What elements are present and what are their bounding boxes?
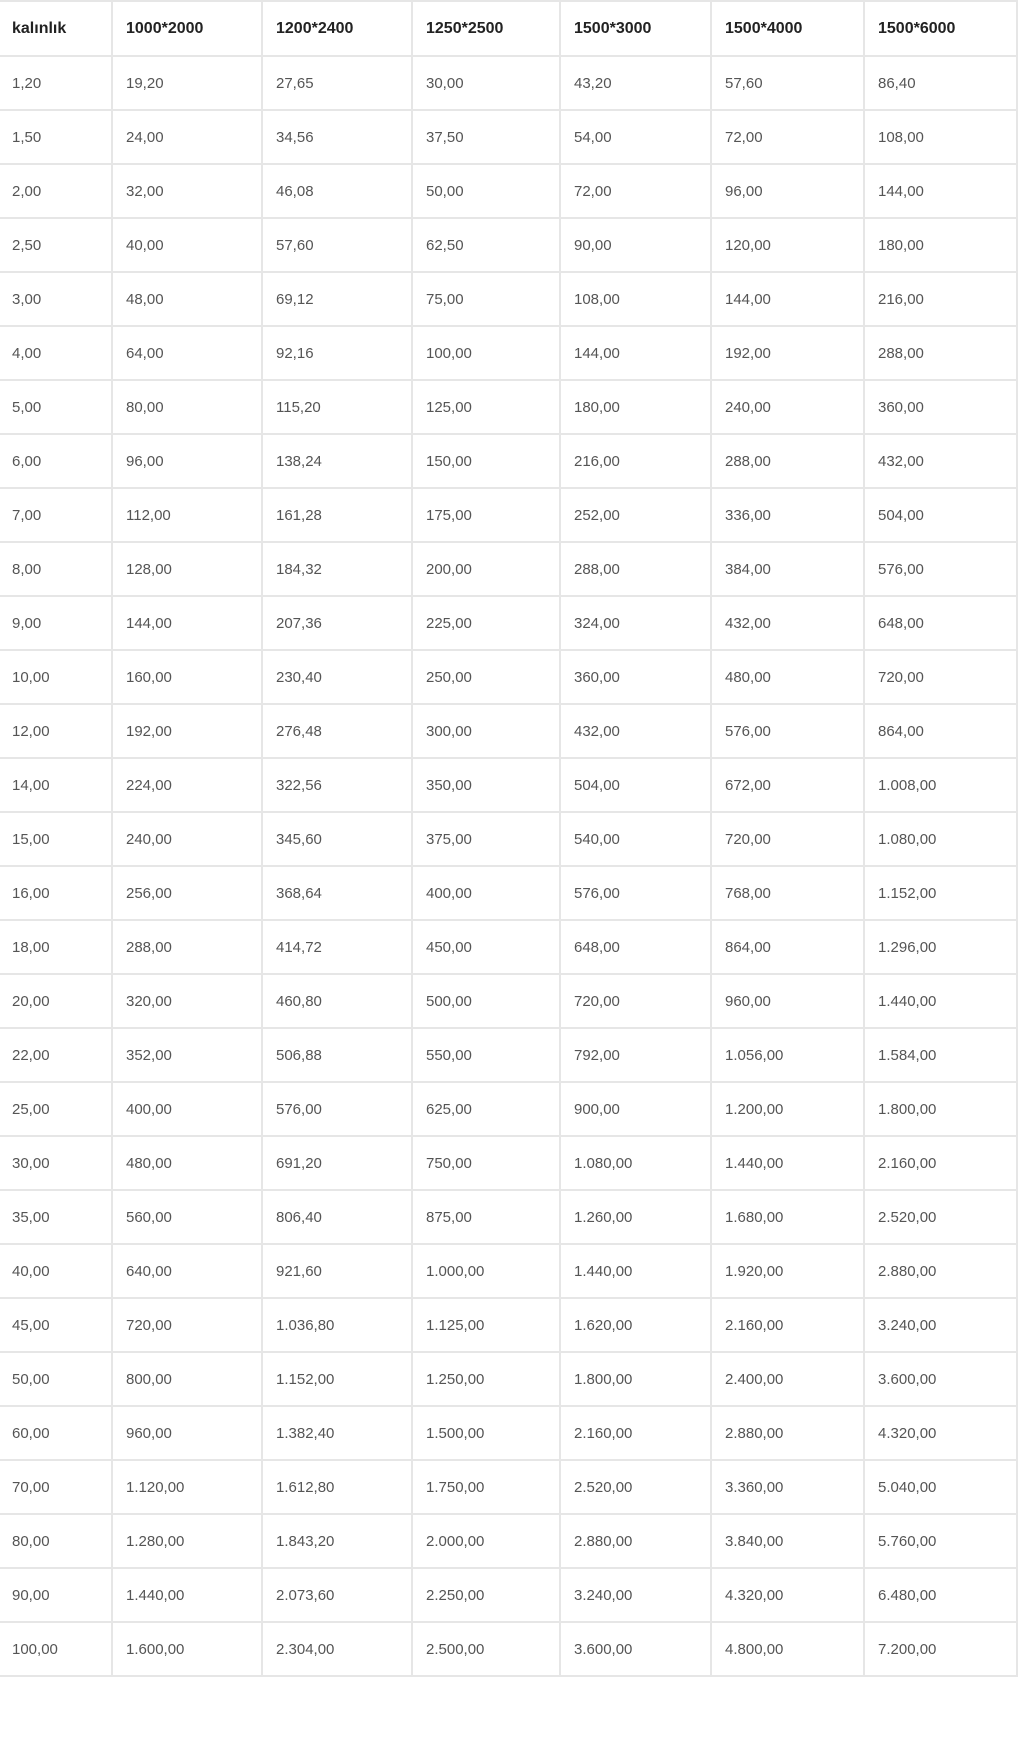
cell-size-1500x3000: 180,00 (560, 380, 711, 434)
cell-size-1200x2400: 138,24 (262, 434, 412, 488)
cell-thickness: 35,00 (1, 1190, 112, 1244)
table-row (1, 1352, 1017, 1406)
cell-size-1000x2000: 224,00 (112, 758, 262, 812)
cell-size-1500x4000: 1.680,00 (711, 1190, 864, 1244)
cell-size-1500x4000: 3.840,00 (711, 1514, 864, 1568)
cell-size-1500x6000: 2.160,00 (864, 1136, 1017, 1190)
cell-size-1500x6000: 180,00 (864, 218, 1017, 272)
cell-size-1500x4000: 4.800,00 (711, 1622, 864, 1676)
cell-size-1500x6000: 1.080,00 (864, 812, 1017, 866)
table-row (1, 1568, 1017, 1622)
cell-thickness: 2,50 (1, 218, 112, 272)
cell-size-1250x2500: 100,00 (412, 326, 560, 380)
cell-thickness: 12,00 (1, 704, 112, 758)
table-row (1, 650, 1017, 704)
cell-size-1250x2500: 550,00 (412, 1028, 560, 1082)
table-row (1, 488, 1017, 542)
cell-size-1250x2500: 2.250,00 (412, 1568, 560, 1622)
cell-size-1500x4000: 120,00 (711, 218, 864, 272)
cell-size-1500x4000: 1.200,00 (711, 1082, 864, 1136)
cell-size-1250x2500: 2.000,00 (412, 1514, 560, 1568)
cell-size-1000x2000: 352,00 (112, 1028, 262, 1082)
cell-size-1000x2000: 128,00 (112, 542, 262, 596)
cell-size-1000x2000: 48,00 (112, 272, 262, 326)
table-row (1, 1406, 1017, 1460)
cell-size-1250x2500: 375,00 (412, 812, 560, 866)
cell-size-1250x2500: 1.125,00 (412, 1298, 560, 1352)
cell-size-1250x2500: 2.500,00 (412, 1622, 560, 1676)
table-row (1, 1514, 1017, 1568)
cell-size-1250x2500: 250,00 (412, 650, 560, 704)
cell-size-1500x4000: 1.440,00 (711, 1136, 864, 1190)
cell-size-1500x6000: 5.040,00 (864, 1460, 1017, 1514)
cell-size-1200x2400: 276,48 (262, 704, 412, 758)
cell-size-1500x4000: 72,00 (711, 110, 864, 164)
cell-size-1500x4000: 2.880,00 (711, 1406, 864, 1460)
cell-thickness: 50,00 (1, 1352, 112, 1406)
cell-size-1500x4000: 144,00 (711, 272, 864, 326)
cell-size-1000x2000: 1.600,00 (112, 1622, 262, 1676)
cell-size-1200x2400: 34,56 (262, 110, 412, 164)
cell-size-1250x2500: 450,00 (412, 920, 560, 974)
cell-size-1250x2500: 50,00 (412, 164, 560, 218)
cell-size-1200x2400: 2.073,60 (262, 1568, 412, 1622)
cell-size-1250x2500: 125,00 (412, 380, 560, 434)
cell-size-1500x6000: 6.480,00 (864, 1568, 1017, 1622)
cell-size-1250x2500: 1.000,00 (412, 1244, 560, 1298)
cell-size-1200x2400: 1.612,80 (262, 1460, 412, 1514)
table-row (1, 596, 1017, 650)
cell-size-1000x2000: 144,00 (112, 596, 262, 650)
cell-thickness: 30,00 (1, 1136, 112, 1190)
cell-thickness: 45,00 (1, 1298, 112, 1352)
cell-size-1000x2000: 24,00 (112, 110, 262, 164)
cell-size-1500x6000: 864,00 (864, 704, 1017, 758)
cell-size-1500x3000: 3.600,00 (560, 1622, 711, 1676)
cell-size-1200x2400: 1.036,80 (262, 1298, 412, 1352)
cell-size-1500x3000: 2.520,00 (560, 1460, 711, 1514)
cell-size-1500x4000: 96,00 (711, 164, 864, 218)
table-row (1, 110, 1017, 164)
cell-size-1200x2400: 46,08 (262, 164, 412, 218)
cell-size-1500x6000: 1.296,00 (864, 920, 1017, 974)
cell-size-1500x6000: 432,00 (864, 434, 1017, 488)
cell-size-1000x2000: 112,00 (112, 488, 262, 542)
table-row (1, 974, 1017, 1028)
table-row (1, 1244, 1017, 1298)
cell-thickness: 10,00 (1, 650, 112, 704)
table-row (1, 542, 1017, 596)
table-row (1, 1298, 1017, 1352)
cell-size-1500x6000: 7.200,00 (864, 1622, 1017, 1676)
cell-size-1000x2000: 288,00 (112, 920, 262, 974)
cell-size-1250x2500: 30,00 (412, 56, 560, 110)
cell-size-1500x6000: 108,00 (864, 110, 1017, 164)
cell-thickness: 2,00 (1, 164, 112, 218)
cell-size-1500x6000: 1.152,00 (864, 866, 1017, 920)
cell-size-1200x2400: 184,32 (262, 542, 412, 596)
cell-size-1500x3000: 1.800,00 (560, 1352, 711, 1406)
cell-size-1500x6000: 4.320,00 (864, 1406, 1017, 1460)
cell-size-1500x3000: 576,00 (560, 866, 711, 920)
table-row (1, 218, 1017, 272)
cell-size-1200x2400: 1.382,40 (262, 1406, 412, 1460)
cell-size-1200x2400: 368,64 (262, 866, 412, 920)
cell-size-1200x2400: 115,20 (262, 380, 412, 434)
cell-size-1500x6000: 86,40 (864, 56, 1017, 110)
cell-thickness: 3,00 (1, 272, 112, 326)
header-thickness: kalınlık (1, 1, 112, 56)
cell-size-1500x6000: 5.760,00 (864, 1514, 1017, 1568)
cell-size-1200x2400: 322,56 (262, 758, 412, 812)
cell-size-1000x2000: 64,00 (112, 326, 262, 380)
table-row (1, 758, 1017, 812)
cell-size-1000x2000: 1.280,00 (112, 1514, 262, 1568)
header-size-1250x2500: 1250*2500 (412, 1, 560, 56)
cell-size-1000x2000: 640,00 (112, 1244, 262, 1298)
cell-thickness: 22,00 (1, 1028, 112, 1082)
cell-thickness: 4,00 (1, 326, 112, 380)
cell-size-1500x3000: 2.880,00 (560, 1514, 711, 1568)
cell-size-1500x6000: 3.600,00 (864, 1352, 1017, 1406)
cell-size-1250x2500: 400,00 (412, 866, 560, 920)
cell-size-1250x2500: 175,00 (412, 488, 560, 542)
header-size-1200x2400: 1200*2400 (262, 1, 412, 56)
cell-size-1500x4000: 864,00 (711, 920, 864, 974)
cell-size-1200x2400: 460,80 (262, 974, 412, 1028)
cell-size-1500x3000: 432,00 (560, 704, 711, 758)
cell-size-1250x2500: 62,50 (412, 218, 560, 272)
cell-size-1500x4000: 57,60 (711, 56, 864, 110)
header-size-1000x2000: 1000*2000 (112, 1, 262, 56)
cell-size-1500x4000: 672,00 (711, 758, 864, 812)
cell-size-1250x2500: 350,00 (412, 758, 560, 812)
cell-size-1500x3000: 43,20 (560, 56, 711, 110)
cell-size-1200x2400: 69,12 (262, 272, 412, 326)
cell-size-1500x3000: 1.440,00 (560, 1244, 711, 1298)
cell-size-1200x2400: 506,88 (262, 1028, 412, 1082)
table-row (1, 326, 1017, 380)
cell-thickness: 14,00 (1, 758, 112, 812)
cell-size-1200x2400: 691,20 (262, 1136, 412, 1190)
cell-size-1500x3000: 3.240,00 (560, 1568, 711, 1622)
cell-size-1500x6000: 288,00 (864, 326, 1017, 380)
cell-size-1200x2400: 345,60 (262, 812, 412, 866)
cell-thickness: 16,00 (1, 866, 112, 920)
table-row (1, 56, 1017, 110)
cell-thickness: 80,00 (1, 1514, 112, 1568)
cell-size-1000x2000: 240,00 (112, 812, 262, 866)
cell-size-1250x2500: 75,00 (412, 272, 560, 326)
cell-size-1500x3000: 108,00 (560, 272, 711, 326)
cell-size-1500x4000: 288,00 (711, 434, 864, 488)
cell-size-1000x2000: 80,00 (112, 380, 262, 434)
cell-size-1500x3000: 1.620,00 (560, 1298, 711, 1352)
cell-size-1500x6000: 1.800,00 (864, 1082, 1017, 1136)
cell-size-1250x2500: 150,00 (412, 434, 560, 488)
cell-size-1500x3000: 648,00 (560, 920, 711, 974)
cell-size-1500x3000: 900,00 (560, 1082, 711, 1136)
cell-thickness: 1,50 (1, 110, 112, 164)
cell-thickness: 25,00 (1, 1082, 112, 1136)
cell-size-1500x3000: 792,00 (560, 1028, 711, 1082)
cell-size-1500x6000: 2.520,00 (864, 1190, 1017, 1244)
cell-size-1000x2000: 32,00 (112, 164, 262, 218)
cell-size-1500x4000: 3.360,00 (711, 1460, 864, 1514)
cell-size-1000x2000: 192,00 (112, 704, 262, 758)
cell-size-1200x2400: 92,16 (262, 326, 412, 380)
cell-size-1000x2000: 96,00 (112, 434, 262, 488)
cell-size-1250x2500: 200,00 (412, 542, 560, 596)
cell-size-1250x2500: 225,00 (412, 596, 560, 650)
cell-size-1000x2000: 400,00 (112, 1082, 262, 1136)
cell-thickness: 70,00 (1, 1460, 112, 1514)
cell-size-1200x2400: 806,40 (262, 1190, 412, 1244)
cell-size-1200x2400: 1.843,20 (262, 1514, 412, 1568)
cell-size-1500x4000: 960,00 (711, 974, 864, 1028)
cell-size-1500x4000: 2.400,00 (711, 1352, 864, 1406)
table-body (1, 56, 1017, 1676)
cell-size-1500x3000: 504,00 (560, 758, 711, 812)
cell-size-1200x2400: 57,60 (262, 218, 412, 272)
cell-size-1500x3000: 252,00 (560, 488, 711, 542)
cell-size-1500x6000: 2.880,00 (864, 1244, 1017, 1298)
cell-size-1500x4000: 192,00 (711, 326, 864, 380)
cell-size-1250x2500: 300,00 (412, 704, 560, 758)
cell-size-1500x6000: 144,00 (864, 164, 1017, 218)
cell-size-1500x6000: 216,00 (864, 272, 1017, 326)
cell-size-1500x3000: 54,00 (560, 110, 711, 164)
table-row (1, 272, 1017, 326)
cell-size-1500x3000: 216,00 (560, 434, 711, 488)
cell-size-1000x2000: 960,00 (112, 1406, 262, 1460)
header-row (1, 1, 1017, 56)
cell-thickness: 40,00 (1, 1244, 112, 1298)
cell-thickness: 20,00 (1, 974, 112, 1028)
table-row (1, 1460, 1017, 1514)
cell-size-1000x2000: 320,00 (112, 974, 262, 1028)
table-row (1, 1082, 1017, 1136)
cell-thickness: 7,00 (1, 488, 112, 542)
cell-size-1500x6000: 1.440,00 (864, 974, 1017, 1028)
table-row (1, 434, 1017, 488)
cell-size-1500x4000: 1.056,00 (711, 1028, 864, 1082)
table-row (1, 866, 1017, 920)
cell-size-1000x2000: 160,00 (112, 650, 262, 704)
table-row (1, 920, 1017, 974)
cell-thickness: 1,20 (1, 56, 112, 110)
cell-thickness: 5,00 (1, 380, 112, 434)
cell-thickness: 90,00 (1, 1568, 112, 1622)
cell-size-1250x2500: 1.500,00 (412, 1406, 560, 1460)
cell-size-1000x2000: 19,20 (112, 56, 262, 110)
table-row (1, 1028, 1017, 1082)
cell-size-1500x3000: 720,00 (560, 974, 711, 1028)
cell-size-1500x6000: 504,00 (864, 488, 1017, 542)
cell-size-1500x4000: 768,00 (711, 866, 864, 920)
cell-size-1250x2500: 1.250,00 (412, 1352, 560, 1406)
cell-thickness: 100,00 (1, 1622, 112, 1676)
table-row (1, 380, 1017, 434)
cell-size-1500x4000: 240,00 (711, 380, 864, 434)
cell-size-1000x2000: 480,00 (112, 1136, 262, 1190)
cell-size-1500x4000: 432,00 (711, 596, 864, 650)
cell-size-1500x6000: 1.008,00 (864, 758, 1017, 812)
cell-size-1500x3000: 2.160,00 (560, 1406, 711, 1460)
cell-size-1500x3000: 288,00 (560, 542, 711, 596)
cell-size-1200x2400: 2.304,00 (262, 1622, 412, 1676)
cell-size-1500x6000: 720,00 (864, 650, 1017, 704)
cell-size-1500x3000: 540,00 (560, 812, 711, 866)
cell-size-1500x4000: 384,00 (711, 542, 864, 596)
cell-size-1200x2400: 230,40 (262, 650, 412, 704)
cell-size-1200x2400: 921,60 (262, 1244, 412, 1298)
table-row (1, 812, 1017, 866)
table-row (1, 1136, 1017, 1190)
cell-size-1500x4000: 4.320,00 (711, 1568, 864, 1622)
cell-size-1250x2500: 750,00 (412, 1136, 560, 1190)
table-row (1, 704, 1017, 758)
cell-size-1500x6000: 360,00 (864, 380, 1017, 434)
cell-size-1200x2400: 1.152,00 (262, 1352, 412, 1406)
cell-thickness: 8,00 (1, 542, 112, 596)
cell-size-1000x2000: 560,00 (112, 1190, 262, 1244)
cell-size-1000x2000: 256,00 (112, 866, 262, 920)
table-row (1, 164, 1017, 218)
cell-size-1500x3000: 1.080,00 (560, 1136, 711, 1190)
cell-size-1200x2400: 27,65 (262, 56, 412, 110)
cell-thickness: 60,00 (1, 1406, 112, 1460)
cell-size-1500x3000: 360,00 (560, 650, 711, 704)
header-size-1500x3000: 1500*3000 (560, 1, 711, 56)
cell-size-1000x2000: 800,00 (112, 1352, 262, 1406)
cell-size-1500x4000: 576,00 (711, 704, 864, 758)
cell-size-1500x4000: 336,00 (711, 488, 864, 542)
cell-size-1500x4000: 2.160,00 (711, 1298, 864, 1352)
cell-size-1500x6000: 1.584,00 (864, 1028, 1017, 1082)
cell-size-1000x2000: 1.440,00 (112, 1568, 262, 1622)
cell-size-1250x2500: 1.750,00 (412, 1460, 560, 1514)
cell-size-1200x2400: 207,36 (262, 596, 412, 650)
cell-size-1500x3000: 72,00 (560, 164, 711, 218)
cell-size-1000x2000: 40,00 (112, 218, 262, 272)
cell-size-1200x2400: 414,72 (262, 920, 412, 974)
cell-thickness: 18,00 (1, 920, 112, 974)
cell-thickness: 9,00 (1, 596, 112, 650)
cell-thickness: 6,00 (1, 434, 112, 488)
table-header (1, 1, 1017, 56)
table-row (1, 1190, 1017, 1244)
cell-size-1250x2500: 625,00 (412, 1082, 560, 1136)
cell-size-1500x6000: 576,00 (864, 542, 1017, 596)
cell-size-1500x6000: 3.240,00 (864, 1298, 1017, 1352)
cell-size-1500x3000: 1.260,00 (560, 1190, 711, 1244)
cell-size-1250x2500: 875,00 (412, 1190, 560, 1244)
cell-size-1500x4000: 480,00 (711, 650, 864, 704)
cell-size-1500x3000: 90,00 (560, 218, 711, 272)
cell-size-1250x2500: 37,50 (412, 110, 560, 164)
cell-size-1500x6000: 648,00 (864, 596, 1017, 650)
header-size-1500x4000: 1500*4000 (711, 1, 864, 56)
cell-size-1500x4000: 1.920,00 (711, 1244, 864, 1298)
header-size-1500x6000: 1500*6000 (864, 1, 1017, 56)
cell-size-1500x3000: 144,00 (560, 326, 711, 380)
table-row (1, 1622, 1017, 1676)
cell-size-1500x4000: 720,00 (711, 812, 864, 866)
cell-thickness: 15,00 (1, 812, 112, 866)
cell-size-1500x3000: 324,00 (560, 596, 711, 650)
cell-size-1000x2000: 1.120,00 (112, 1460, 262, 1514)
cell-size-1200x2400: 576,00 (262, 1082, 412, 1136)
cell-size-1250x2500: 500,00 (412, 974, 560, 1028)
cell-size-1000x2000: 720,00 (112, 1298, 262, 1352)
cell-size-1200x2400: 161,28 (262, 488, 412, 542)
